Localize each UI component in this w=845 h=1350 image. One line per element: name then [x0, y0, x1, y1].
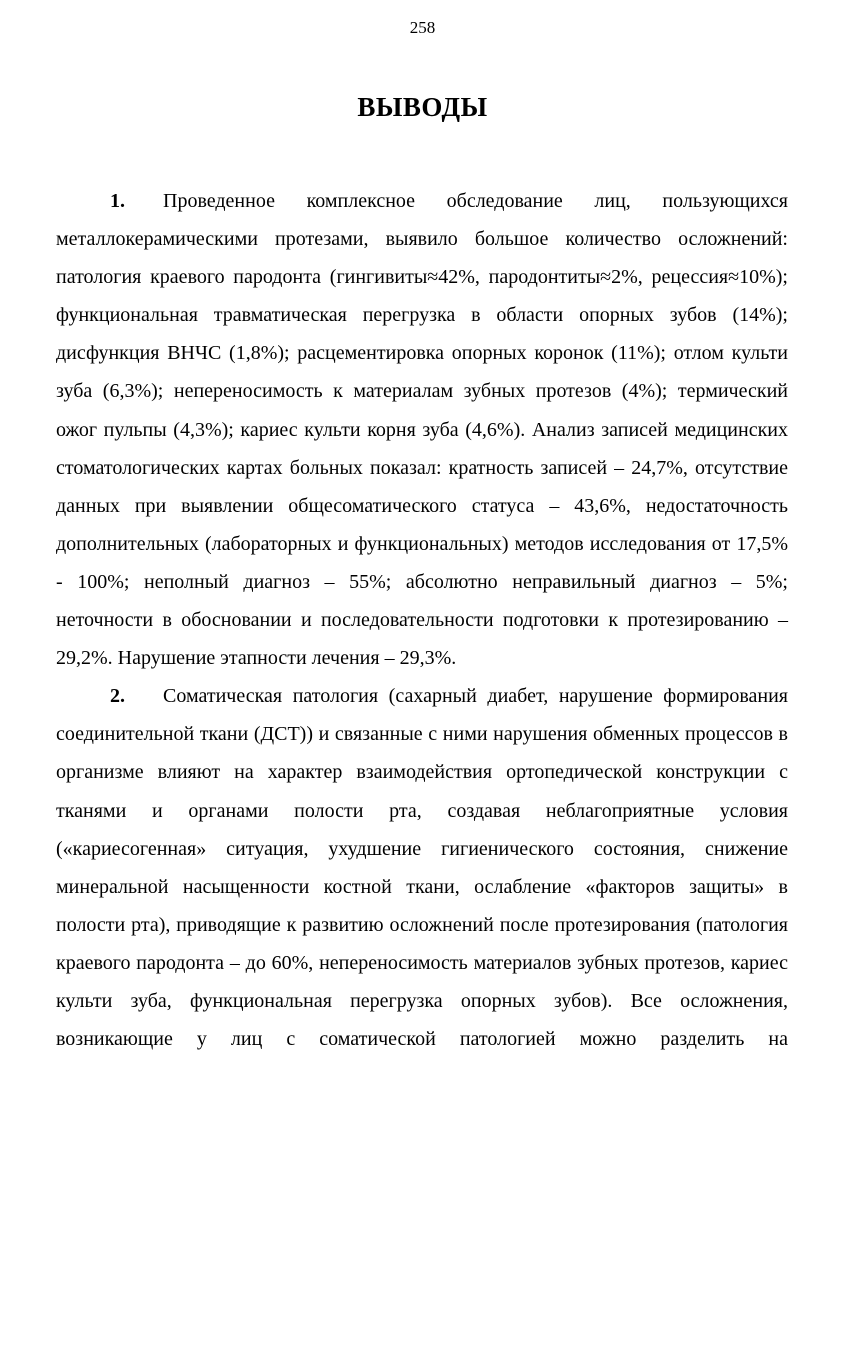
paragraph-number: 1.: [110, 190, 125, 212]
paragraph-number: 2.: [110, 685, 125, 708]
section-title: ВЫВОДЫ: [357, 92, 488, 122]
conclusion-paragraph-1: [56, 182, 788, 677]
paragraph-text: Соматическая патология (сахарный диабет, нарушение формирования соединительной ткани (ДСТ)) и связанные с ними нарушения обменных процессов в организме влияют на характер взаимодействия ортопедической конструкции с тканями и органами полости рта, создавая неблагоприятные условия («кариесогенная» ситуация, ухудшение гигиенического состояния, снижение минеральной насыщенности костной ткани, ослабление «факторов защиты» в полости рта), приводящие к развитию осложнений после протезирования (патология краевого пародонта – до 60%, непереносимость материалов зубных протезов, кариес культи зуба, функциональная перегрузка опорных зубов). Все осложнения, возникающие у лиц с соматической патологией можно разделить на: [56, 685, 788, 1051]
page-number: 258: [409, 18, 436, 37]
paragraph-text: Проведенное комплексное обследование лиц, пользующихся металлокерамическими протезами, выявило большое количество осложнений: патология краевого пародонта (гингивиты≈42%, пародонтиты≈2%, рецессия≈10%); функциональная травматическая перегрузка в области опорных зубов (14%); дисфункция ВНЧС (1,8%); расцементировка опорных коронок (11%); отлом культи зуба (6,3%); непереносимость к материалам зубных протезов (4%); термический ожог пульпы (4,3%); кариес культи корня зуба (4,6%). Анализ записей медицинских стоматологических картах больных показал: кратность записей – 24,7%, отсутствие данных при выявлении общесоматического статуса – 43,6%, недостаточность дополнительных (лабораторных и функциональных) методов исследования от 17,5% - 100%; неполный диагноз – 55%; абсолютно неправильный диагноз – 5%; неточности в обосновании и последовательности подготовки к протезированию – 29,2%. Нарушение этапности лечения – 29,3%.: [56, 190, 788, 670]
conclusion-paragraph-2: [56, 677, 788, 1058]
conclusions-body: [56, 182, 788, 1058]
